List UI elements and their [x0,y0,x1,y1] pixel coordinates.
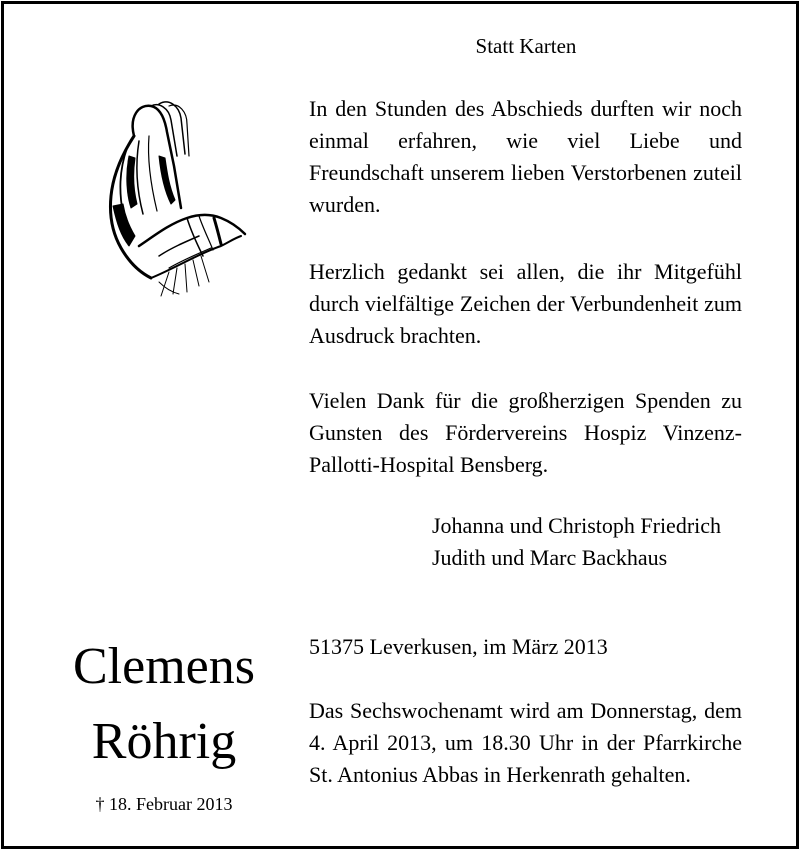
service-paragraph: Das Sechswochenamt wird am Donnerstag, dem 4. April 2013, um 18.30 Uhr in der Pfarrkirche St. Antonius Abbas in Herkenrath gehalten. [309,698,742,787]
notice-frame [1,1,799,849]
deceased-first-name: Clemens [73,638,255,695]
thanks-paragraph-2: Herzlich gedankt sei allen, die ihr Mitgefühl durch vielfältige Zeichen der Verbundenheit zum Ausdruck brachten. [309,259,742,348]
thanks-paragraph-1: In den Stunden des Abschieds durften wir noch einmal erfahren, wie viel Liebe und Freundschaft unserem lieben Verstorbenen zuteil wurden. [309,96,742,217]
praying-hands-icon [99,96,249,306]
signer-line: Judith und Marc Backhaus [432,545,668,570]
death-date: † 18. Februar 2013 [95,794,233,814]
place-date: 51375 Leverkusen, im März 2013 [309,634,608,659]
heading-statt-karten: Statt Karten [475,34,577,58]
donation-paragraph: Vielen Dank für die großherzigen Spenden zu Gunsten des Fördervereins Hospiz Vinzenz-Pallotti-Hospital Bensberg. [309,388,742,477]
signer-line: Johanna und Christoph Friedrich [432,513,722,538]
signers-block [432,510,721,574]
deceased-last-name: Röhrig [91,713,237,770]
